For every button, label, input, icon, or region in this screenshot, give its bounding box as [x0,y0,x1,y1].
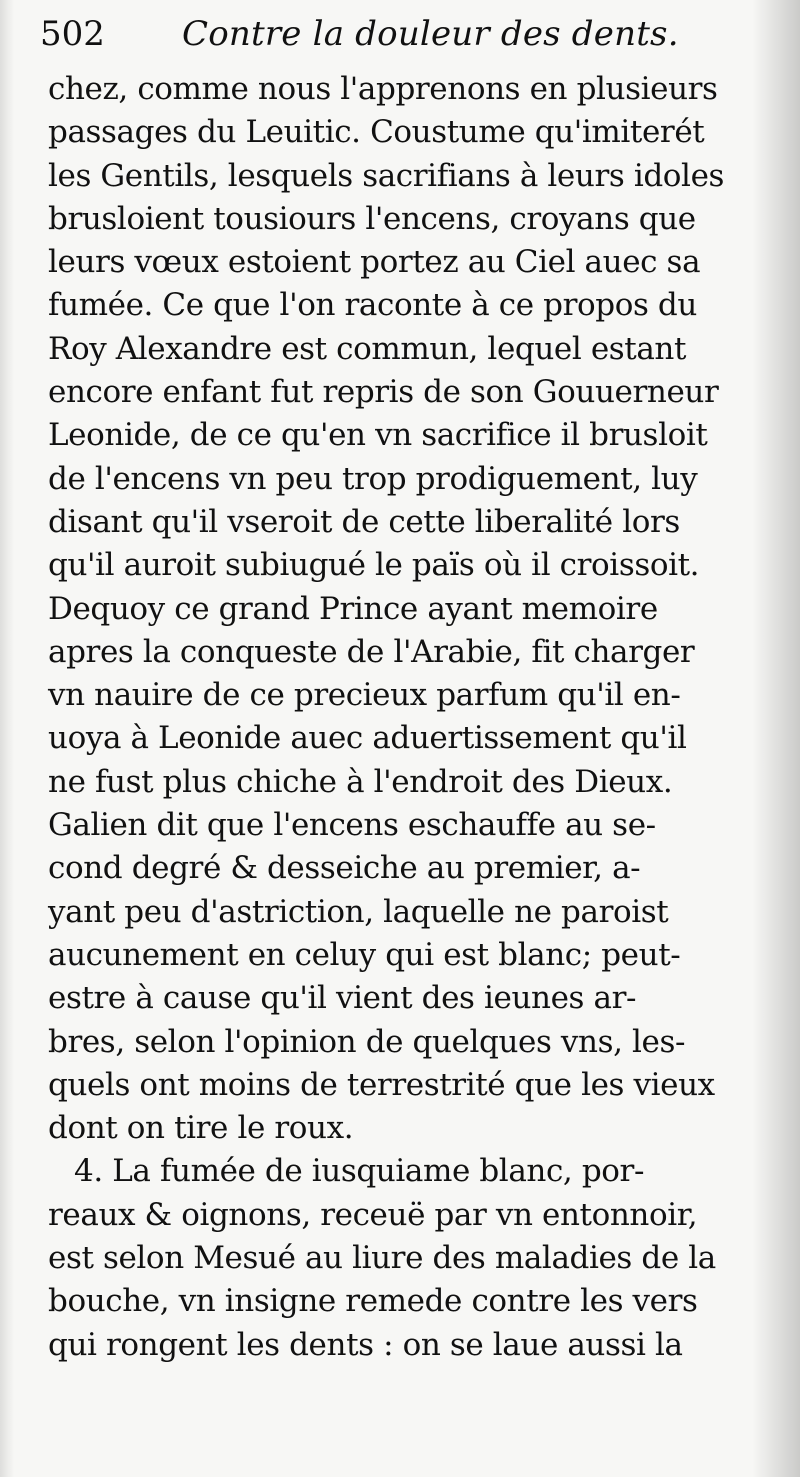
page-number: 502 [40,14,105,54]
text-line: qu'il auroit subiugué le païs où il croissoit. [48,547,700,584]
body-text [48,68,748,1367]
text-line: chez, comme nous l'apprenons en plusieurs [48,71,718,107]
text-line: cond degré & desseiche au premier, a- [48,850,641,887]
page-header [40,8,760,62]
text-line: quels ont moins de terrestrité que les vieux [48,1066,715,1103]
text-line: leurs vœux estoient portez au Ciel auec sa [48,244,701,281]
text-line: aucunement en celuy qui est blanc; peut- [48,936,681,973]
text-line: Roy Alexandre est commun, lequel estant [48,330,687,367]
text-line: ne fust plus chiche à l'endroit des Dieux. [48,763,673,800]
text-line: dont on tire le roux. [48,1110,354,1147]
running-title: Contre la douleur des dents. [182,14,679,54]
text-line: brusloient tousiours l'encens, croyans que [48,200,696,237]
text-line: passages du Leuitic. Coustume qu'imiterét [48,114,705,151]
text-line: bres, selon l'opinion de quelques vns, les- [48,1023,686,1060]
text-line: estre à cause qu'il vient des ieunes ar- [48,980,637,1017]
text-line: Dequoy ce grand Prince ayant memoire [48,590,658,627]
text-line: les Gentils, lesquels sacrifians à leurs idoles [48,157,725,194]
text-line: bouche, vn insigne remede contre les vers [48,1283,698,1320]
text-line: qui rongent les dents : on se laue aussi la [48,1326,683,1363]
text-line: disant qu'il vseroit de cette liberalité lors [48,503,680,540]
text-line: fumée. Ce que l'on raconte à ce propos du [48,287,697,324]
text-line: vn nauire de ce precieux parfum qu'il en- [48,677,681,714]
text-line: encore enfant fut repris de son Gouuerneur [48,374,719,411]
page-gutter-shadow [752,0,800,1477]
text-line: de l'encens vn peu trop prodiguement, luy [48,460,698,497]
text-line: reaux & oignons, receuë par vn entonnoir, [48,1196,698,1233]
text-line: Leonide, de ce qu'en vn sacrifice il brusloit [48,417,708,454]
paragraph-start-line: 4. La fumée de iusquiame blanc, por- [74,1153,645,1190]
text-line: est selon Mesué au liure des maladies de la [48,1240,716,1277]
text-line: apres la conqueste de l'Arabie, fit charger [48,633,695,670]
text-line: yant peu d'astriction, laquelle ne paroist [48,893,669,930]
text-line: uoya à Leonide auec aduertissement qu'il [48,720,687,757]
page-left-edge [0,0,14,1477]
text-line: Galien dit que l'encens eschauffe au se- [48,807,656,844]
